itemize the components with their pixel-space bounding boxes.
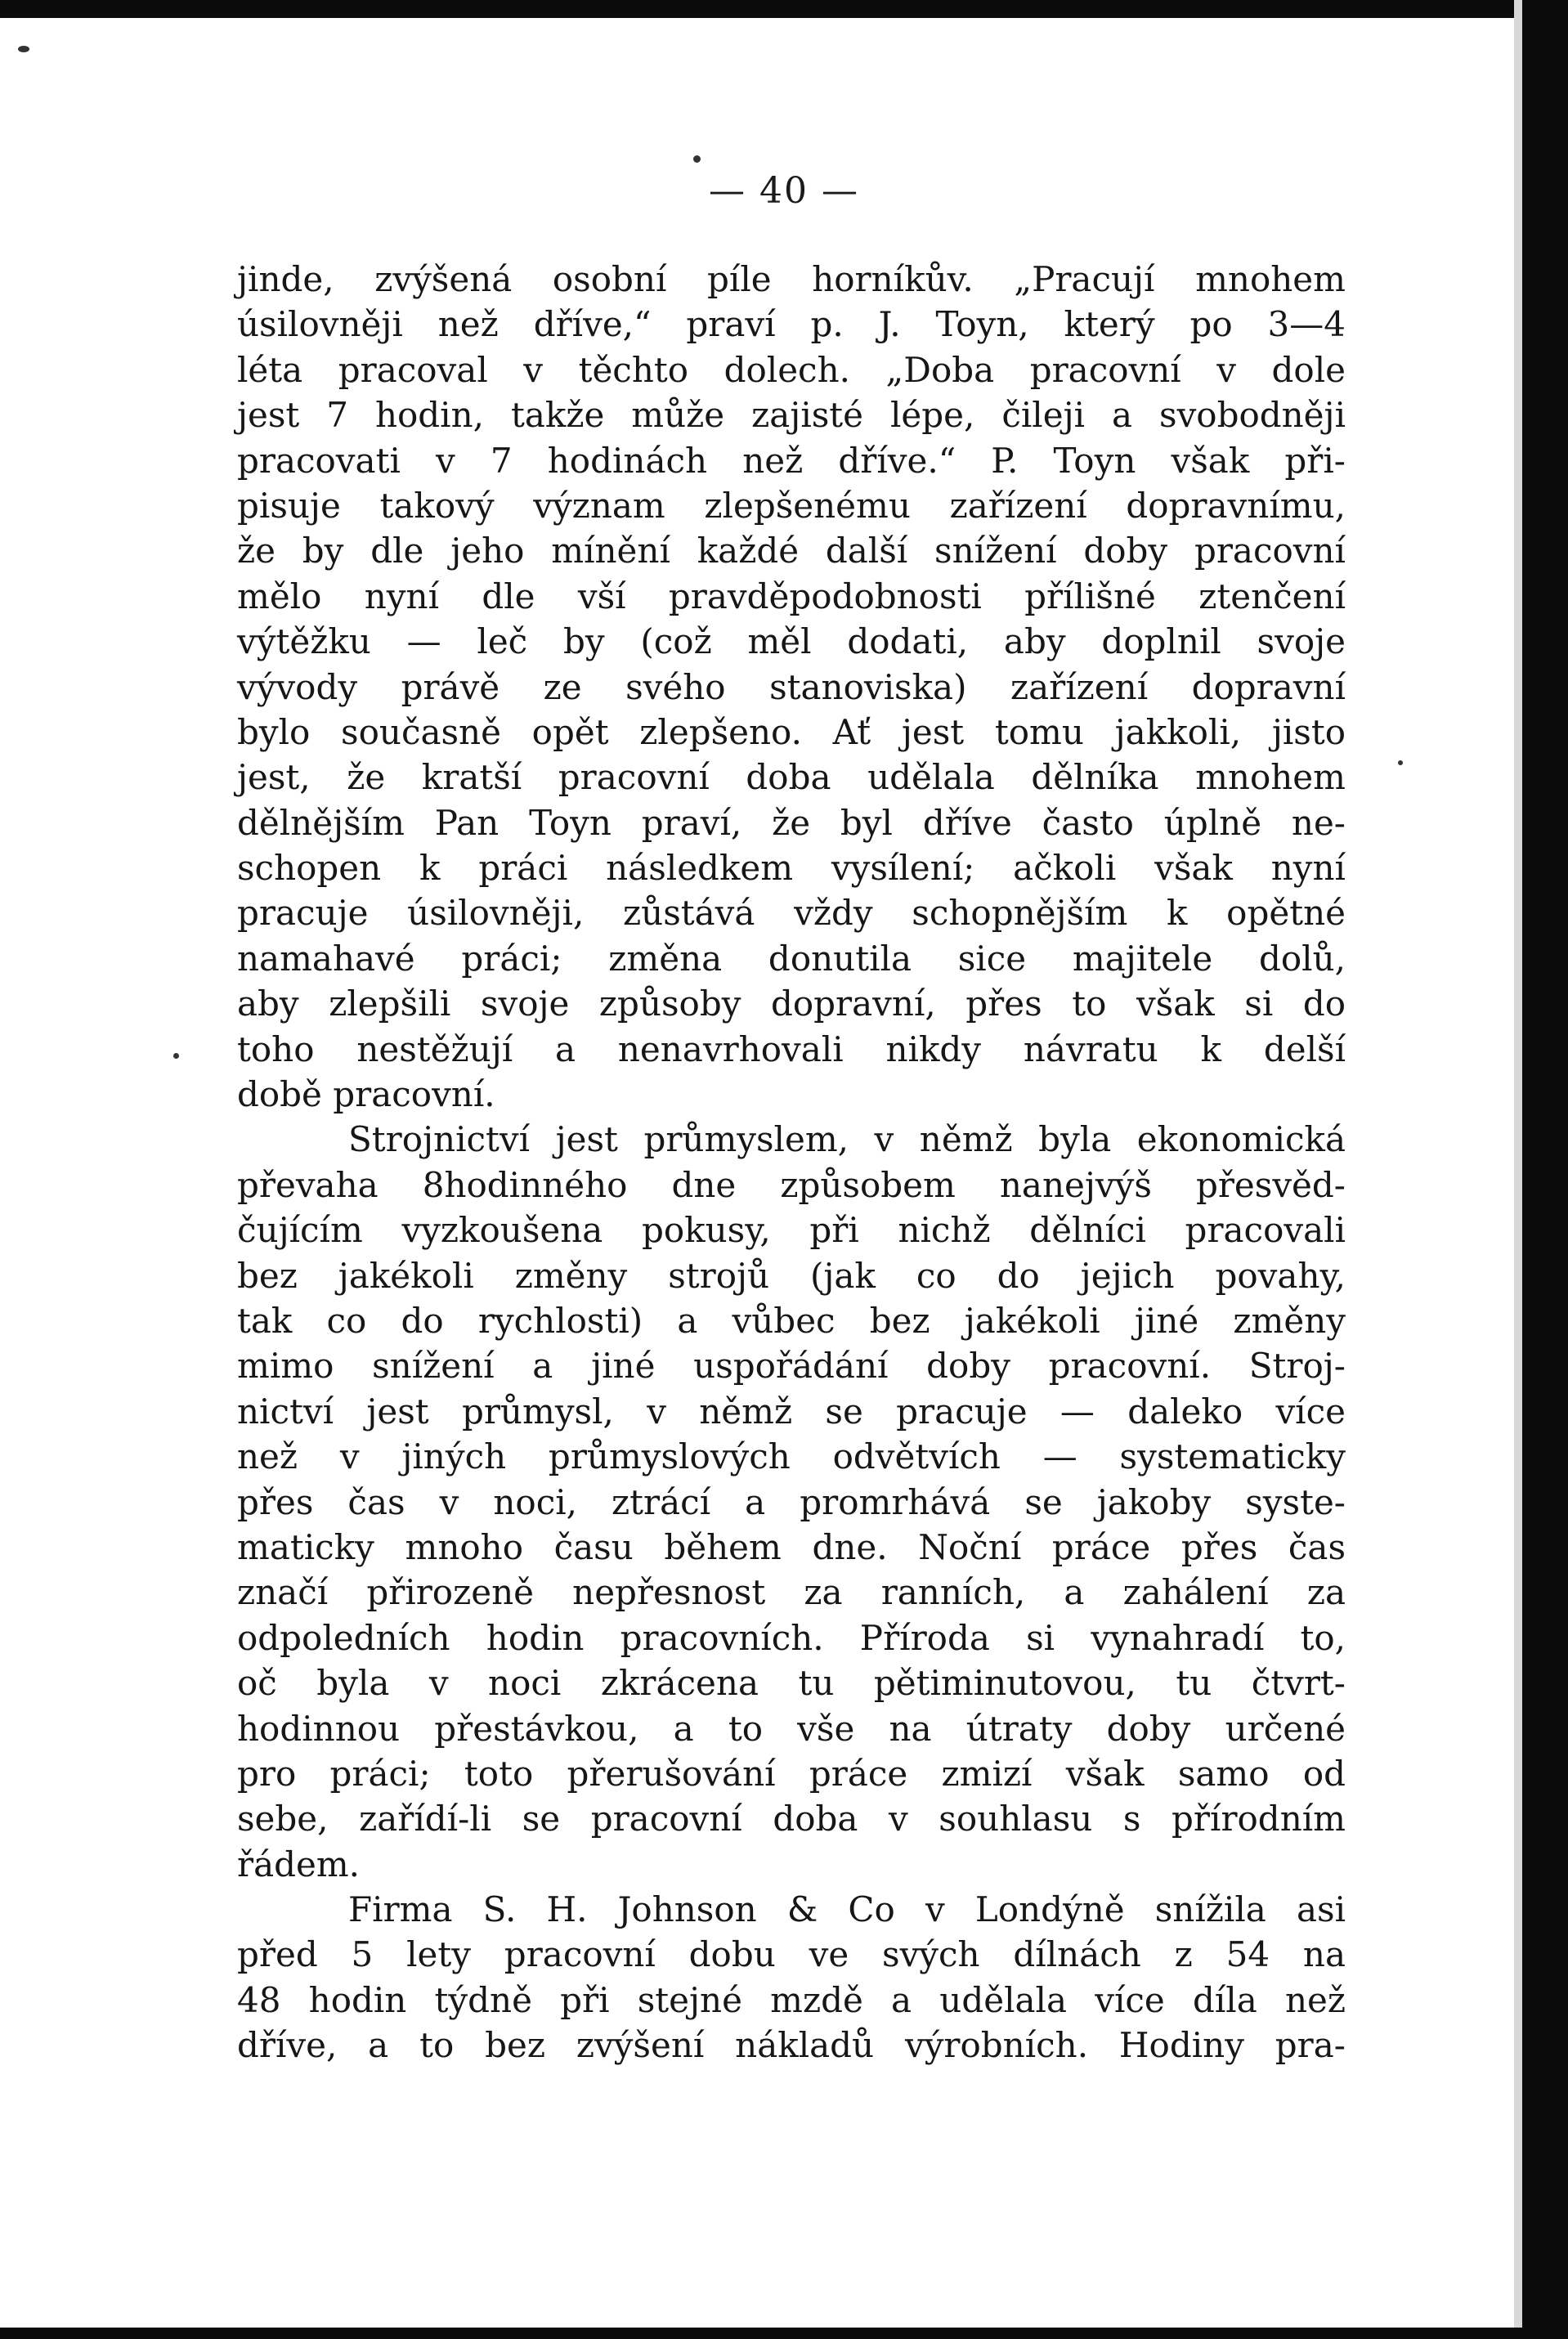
text-line: pracovati v 7 hodinách než dříve.“ P. Toyn však při- [237,440,1346,481]
text-line: řádem. [237,1844,361,1884]
text-line: nictví jest průmysl, v němž se pracuje — daleko více [237,1391,1346,1432]
text-line: 48 hodin týdně při stejné mzdě a udělala více díla než [237,1979,1346,2020]
text-line: úsilovněji než dříve,“ praví p. J. Toyn, který po 3—4 [237,304,1346,345]
scan-border-top [0,0,1568,18]
text-line: Firma S. H. Johnson & Co v Londýně snížila asi [348,1889,1346,1930]
text-line: toho nestěžují a nenavrhovali nikdy návratu k delší [237,1028,1346,1069]
scan-border-right [1522,0,1568,2339]
text-line: době pracovní. [237,1074,495,1115]
text-line: přes čas v noci, ztrácí a promrhává se jakoby syste- [237,1481,1346,1522]
text-line: namahavé práci; změna donutila sice majitele dolů, [237,938,1346,979]
text-line: léta pracoval v těchto dolech. „Doba pracovní v dole [237,349,1346,390]
body-text [237,257,1346,2068]
scan-speck [173,1053,179,1059]
text-line: odpoledních hodin pracovních. Příroda si vynahradí to, [237,1617,1346,1658]
text-line: bez jakékoli změny strojů (jak co do jejich povahy, [237,1255,1346,1296]
text-line: dělnějším Pan Toyn praví, že byl dříve často úplně ne- [237,802,1346,843]
scan-speck [693,155,701,163]
text-line: před 5 lety pracovní dobu ve svých dílnách z 54 na [237,1934,1346,1975]
text-line: aby zlepšili svoje způsoby dopravní, přes to však si do [237,984,1346,1024]
text-line: bylo současně opět zlepšeno. Ať jest tomu jakkoli, jisto [237,711,1346,752]
text-line: schopen k práci následkem vysílení; ačkoli však nyní [237,848,1346,889]
text-line: dříve, a to bez zvýšení nákladů výrobních. Hodiny pra- [237,2025,1346,2066]
text-line: výtěžku — leč by (což měl dodati, aby doplnil svoje [237,621,1346,662]
text-line: oč byla v noci zkrácena tu pětiminutovou, tu čtvrt- [237,1663,1346,1704]
text-line: převaha 8hodinného dne způsobem nanejvýš přesvěd- [237,1164,1346,1205]
scan-speck [1398,760,1403,765]
text-line: vývody právě ze svého stanoviska) zařízení dopravní [237,666,1346,707]
text-line: značí přirozeně nepřesnost za ranních, a zahálení za [237,1572,1346,1613]
text-line: mělo nyní dle vší pravděpodobnosti přílišné ztenčení [237,576,1346,616]
text-line: čujícím vyzkoušena pokusy, při nichž dělníci pracovali [237,1210,1346,1251]
text-line: tak co do rychlosti) a vůbec bez jakékoli jiné změny [237,1300,1346,1341]
text-line: mimo snížení a jiné uspořádání doby pracovní. Stroj- [237,1346,1346,1387]
text-line: než v jiných průmyslových odvětvích — systematicky [237,1436,1346,1477]
scan-speck [18,46,29,52]
text-line: maticky mnoho času během dne. Noční práce přes čas [237,1526,1346,1567]
scan-border-bottom [0,2328,1568,2339]
page-number: — 40 — [709,170,859,212]
text-line: Strojnictví jest průmyslem, v němž byla ekonomická [348,1119,1346,1160]
text-line: hodinnou přestávkou, a to vše na útraty doby určené [237,1708,1346,1749]
text-line: sebe, zařídí-li se pracovní doba v souhlasu s přírodním [237,1799,1346,1839]
text-line: jest, že kratší pracovní doba udělala dělníka mnohem [237,757,1346,798]
text-line: pisuje takový význam zlepšenému zařízení dopravnímu, [237,485,1346,526]
scan-border-right-inner [1514,0,1522,2339]
text-line: jest 7 hodin, takže může zajisté lépe, čileji a svobodněji [237,395,1346,436]
text-line: že by dle jeho mínění každé další snížení doby pracovní [237,531,1346,571]
text-line: pracuje úsilovněji, zůstává vždy schopnějším k opětné [237,893,1346,934]
text-line: pro práci; toto přerušování práce zmizí však samo od [237,1753,1346,1794]
text-line: jinde, zvýšená osobní píle horníkův. „Pracují mnohem [237,259,1346,299]
